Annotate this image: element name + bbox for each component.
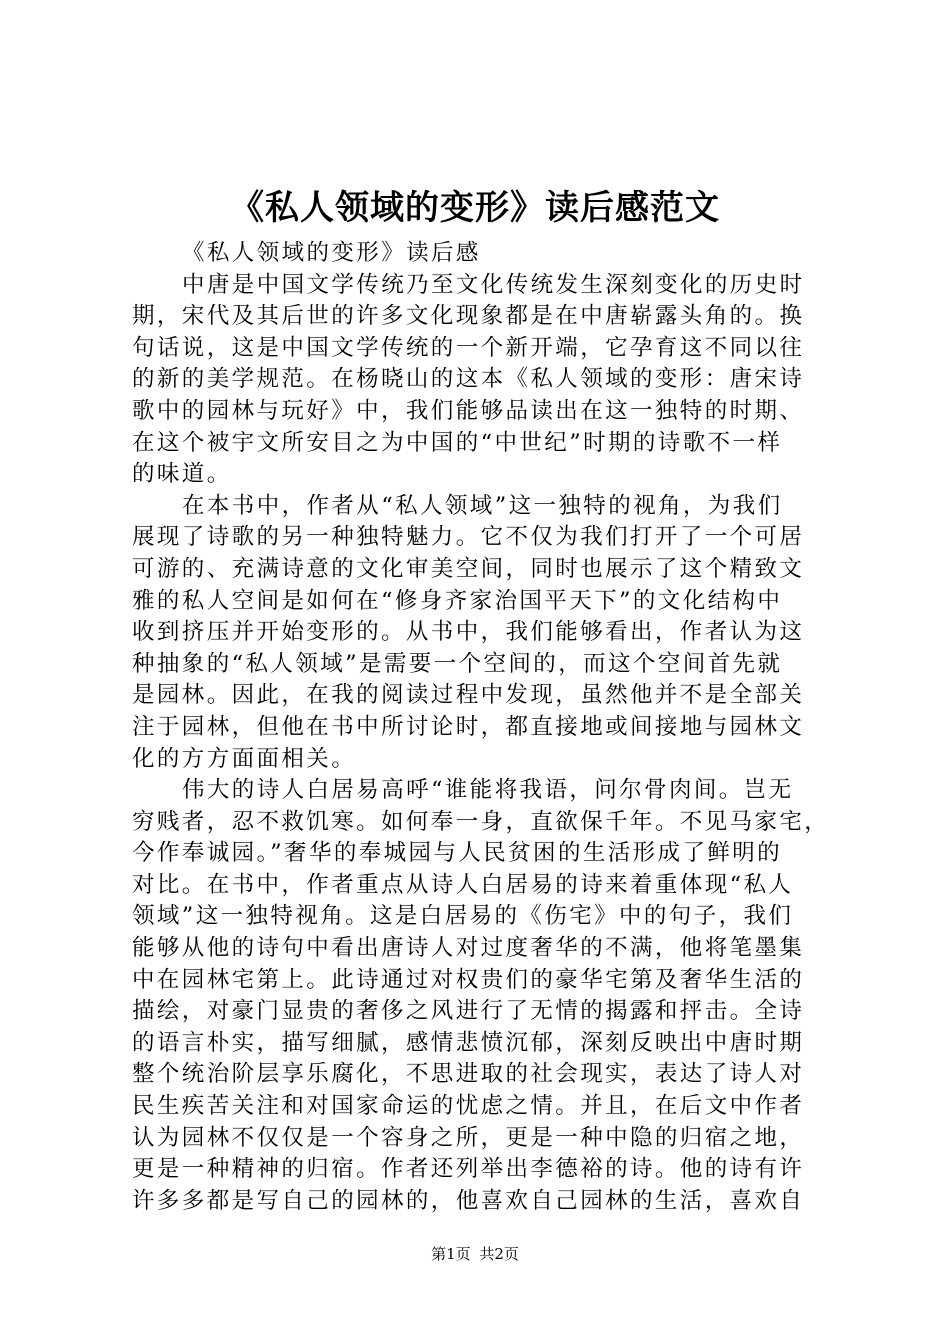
- paragraph-line: 句话说，这是中国文学传统的一个新开端，它孕育这不同以往: [132, 334, 805, 361]
- paragraph-line: 歌中的园林与玩好》中，我们能够品读出在这一独特的时期、: [132, 397, 805, 424]
- paragraph-line: 许多多都是写自己的园林的，他喜欢自己园林的生活，喜欢自: [132, 1187, 805, 1214]
- page-total: 共2页: [479, 1245, 519, 1263]
- paragraph-line: 的语言朴实，描写细腻，感情悲愤沉郁，深刻反映出中唐时期: [132, 1029, 805, 1056]
- paragraph-line: 今作奉诚园。”奢华的奉城园与人民贫困的生活形成了鲜明的: [132, 840, 783, 867]
- paragraph-line: 中在园林宅第上。此诗通过对权贵们的豪华宅第及奢华生活的: [132, 966, 805, 993]
- paragraph-line: 展现了诗歌的另一种独特魅力。它不仅为我们打开了一个可居: [132, 524, 805, 551]
- paragraph-line: 雅的私人空间是如何在“修身齐家治国平天下”的文化结构中: [132, 587, 783, 614]
- paragraph-line: 收到挤压并开始变形的。从书中，我们能够看出，作者认为这: [132, 619, 805, 646]
- paragraph-line: 在这个被宇文所安目之为中国的“中世纪”时期的诗歌不一样: [132, 429, 783, 456]
- document-body: [132, 238, 832, 1217]
- paragraph-line: 穷贱者，忍不救饥寒。如何奉一身，直欲保千年。不见马家宅，: [132, 808, 830, 835]
- paragraph-line: 可游的、充满诗意的文化审美空间，同时也展示了这个精致文: [132, 555, 805, 582]
- paragraph-line: 的味道。: [132, 461, 232, 488]
- paragraph-line: 描绘，对豪门显贵的奢侈之风进行了无情的揭露和抨击。全诗: [132, 998, 805, 1025]
- paragraph-line: 的新的美学规范。在杨晓山的这本《私人领域的变形：唐宋诗: [132, 366, 805, 393]
- paragraph-line: 是园林。因此，在我的阅读过程中发现，虽然他并不是全部关: [132, 682, 805, 709]
- paragraph-line: 种抽象的“私人领域”是需要一个空间的，而这个空间首先就: [132, 650, 783, 677]
- paragraph-line: 对比。在书中，作者重点从诗人白居易的诗来着重体现“私人: [132, 871, 794, 898]
- paragraph-line: 认为园林不仅仅是一个容身之所，更是一种中隐的归宿之地，: [132, 1124, 805, 1151]
- paragraph-line: 伟大的诗人白居易高呼“谁能将我语，问尔骨肉间。岂无: [182, 777, 794, 804]
- page-footer: [0, 1244, 950, 1264]
- paragraph-line: 化的方方面面相关。: [132, 745, 357, 772]
- paragraph-line: 在本书中，作者从“私人领域”这一独特的视角，为我们: [182, 492, 783, 519]
- page-number: 第1页: [431, 1245, 471, 1263]
- paragraph-line: 更是一种精神的归宿。作者还列举出李德裕的诗。他的诗有许: [132, 1156, 805, 1183]
- document-title: 《私人领域的变形》读后感范文: [230, 188, 720, 228]
- paragraph-line: 能够从他的诗句中看出唐诗人对过度奢华的不满，他将笔墨集: [132, 935, 805, 962]
- paragraph-line: 领域”这一独特视角。这是白居易的《伤宅》中的句子，我们: [132, 903, 794, 930]
- paragraph-line: 民生疾苦关注和对国家命运的忧虑之情。并且，在后文中作者: [132, 1093, 805, 1120]
- paragraph-line: 整个统治阶层享乐腐化，不思进取的社会现实，表达了诗人对: [132, 1061, 805, 1088]
- paragraph-line: 中唐是中国文学传统乃至文化传统发生深刻变化的历史时: [182, 271, 805, 298]
- subtitle: 《私人领域的变形》读后感: [182, 240, 481, 266]
- paragraph-line: 期，宋代及其后世的许多文化现象都是在中唐崭露头角的。换: [132, 303, 805, 330]
- paragraph-line: 注于园林，但他在书中所讨论时，都直接地或间接地与园林文: [132, 713, 805, 740]
